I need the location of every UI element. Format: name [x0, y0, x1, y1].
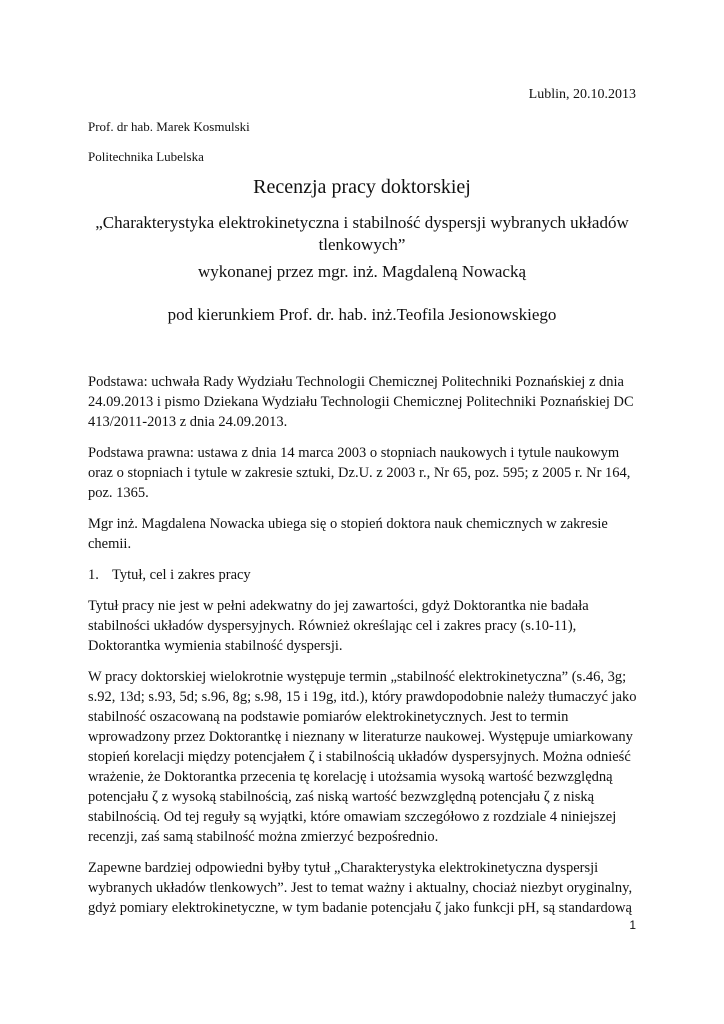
section-title: Tytuł, cel i zakres pracy — [112, 567, 251, 583]
paragraph-legal-basis: Podstawa prawna: ustawa z dnia 14 marca 2003 o stopniach naukowych i tytule naukowym oraz o stopniach i tytule w zakresie sztuki, Dz.U. z 2003 r., Nr 65, poz. 595; z 2005 r. Nr 164, poz. 1365. — [88, 445, 631, 501]
page-number: 1 — [629, 918, 636, 932]
document-date: Lublin, 20.10.2013 — [528, 87, 636, 102]
paragraph-basis: Podstawa: uchwała Rady Wydziału Technologii Chemicznej Politechniki Poznańskiej z dnia 24.09.2013 i pismo Dziekana Wydziału Technologii Chemicznej Politechniki Poznańskiej DC 413/2011-2013 z dnia 24.09.2013. — [88, 374, 634, 430]
section-number: 1. — [88, 567, 99, 583]
section-heading — [88, 565, 644, 585]
thesis-title: „Charakterystyka elektrokinetyczna i stabilność dyspersji wybranych układów tlenkowych” — [95, 213, 629, 254]
paragraph-title-suggestion: Zapewne bardziej odpowiedni byłby tytuł „Charakterystyka elektrokinetyczna dyspersji wybranych układów tlenkowych”. Jest to temat ważny i aktualny, chociaż niezbyt oryginalny, gdyż pomiary elektrokinetyczne, w tym badanie potencjału ζ jako funkcji pH, są standardową — [88, 860, 633, 916]
reviewer-name: Prof. dr hab. Marek Kosmulski — [88, 119, 250, 134]
paragraph-electrokinetic-stability: W pracy doktorskiej wielokrotnie występuje termin „stabilność elektrokinetyczna” (s.46, 3g; s.92, 13d; s.93, 5d; s.96, 8g; s.98, 15 i 19g, itd.), który prawdopodobnie należy tłumaczyć jako stabilność oszacowaną na podstawie pomiarów elektrokinetycznych. Jest to termin wprowadzony przez Doktorantkę i nieznany w literaturze naukowej. Występuje umiarkowany stopień korelacji między potencjałem ζ i stabilnością układów dyspersyjnych. Można odnieść wrażenie, że Doktorantka przecenia tę korelację i utożsamia wysoką wartość bezwzględną potencjału ζ z wysoką stabilnością, zaś niską wartość bezwzględną potencjału ζ z niską stabilnością. Od tej reguły są wyjątki, które omawiam szczegółowo z rozdziale 4 niniejszej recenzji, zaś samą stabilność można zmierzyć bezpośrednio. — [88, 669, 637, 845]
thesis-author: wykonanej przez mgr. inż. Magdaleną Nowacką — [197, 262, 527, 281]
paragraph-candidate: Mgr inż. Magdalena Nowacka ubiega się o stopień doktora nauk chemicznych w zakresie chemii. — [88, 516, 608, 552]
document-title: Recenzja pracy doktorskiej — [253, 176, 471, 198]
thesis-supervisor: pod kierunkiem Prof. dr. hab. inż.Teofila Jesionowskiego — [167, 305, 557, 324]
paragraph-title-adequacy: Tytuł pracy nie jest w pełni adekwatny do jej zawartości, gdyż Doktorantka nie badała stabilności układów dyspersyjnych. Również określając cel i zakres pracy (s.10-11), Doktorantka wymienia stabilność dyspersji. — [88, 598, 589, 654]
reviewer-institution: Politechnika Lubelska — [88, 149, 204, 164]
document-body — [88, 372, 644, 929]
